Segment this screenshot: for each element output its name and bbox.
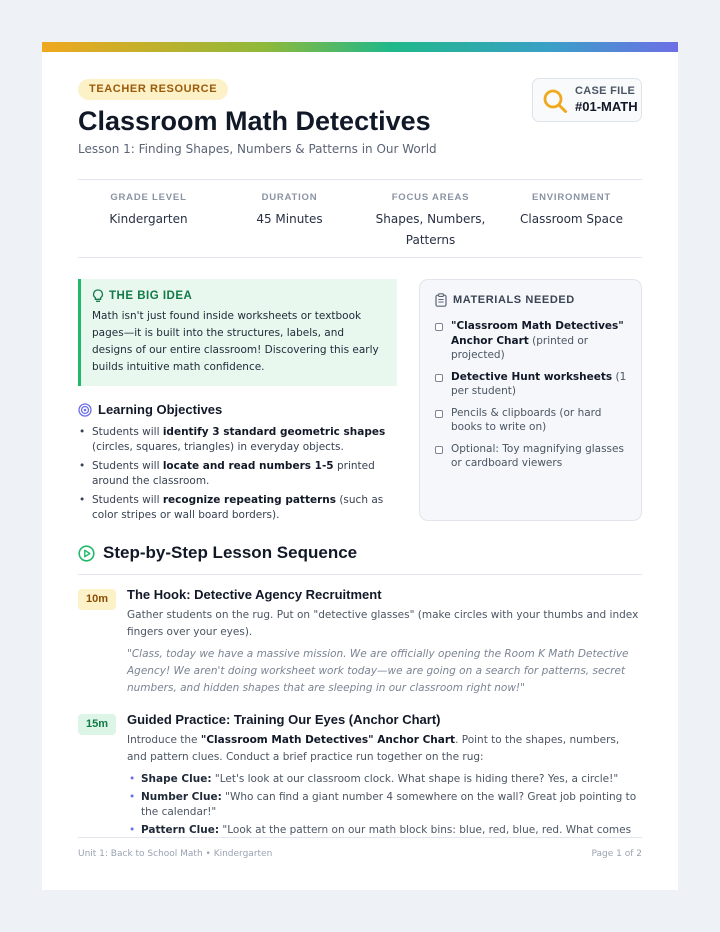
item-checkbox[interactable] xyxy=(435,410,443,418)
case-file-label: CASE FILE xyxy=(575,85,636,97)
objective-bold: locate and read numbers 1-5 xyxy=(162,460,334,472)
materials-heading-text: MATERIALS NEEDED xyxy=(453,294,575,306)
objective-bold: recognize repeating patterns xyxy=(162,494,336,506)
time-badge: 15m xyxy=(78,714,116,735)
clue-label: Shape Clue: xyxy=(141,773,212,785)
objectives-heading-text: Learning Objectives xyxy=(98,402,223,417)
step-body xyxy=(127,712,642,855)
step-text-pre: Introduce the xyxy=(127,734,201,746)
materials-item-text xyxy=(451,319,627,363)
clue-label: Number Clue: xyxy=(141,791,222,803)
page-content xyxy=(78,52,642,890)
clue-item xyxy=(129,772,642,787)
divider xyxy=(78,574,642,575)
objectives-heading xyxy=(78,402,222,417)
clue-text: "Who can find a giant number 4 somewhere on the wall? Great job pointing to the calendar!" xyxy=(141,791,637,818)
meta-label: GRADE LEVEL xyxy=(110,192,187,203)
time-badge: 10m xyxy=(78,589,116,610)
meta-focus-areas xyxy=(360,180,501,257)
clue-item xyxy=(129,790,642,819)
objective-item xyxy=(78,493,400,523)
materials-item xyxy=(435,442,627,471)
objective-post: (such as color stripes or wall board borders). xyxy=(92,494,384,521)
big-idea-callout xyxy=(78,279,397,386)
target-icon xyxy=(78,403,92,417)
meta-grade-level xyxy=(78,180,219,257)
meta-value: Classroom Space xyxy=(520,212,623,226)
case-file-card xyxy=(532,78,642,122)
page-subtitle: Lesson 1: Finding Shapes, Numbers & Patterns in Our World xyxy=(78,142,437,156)
meta-duration xyxy=(219,180,360,257)
objective-item xyxy=(78,459,400,489)
step-text xyxy=(127,732,642,766)
big-idea-text: Math isn't just found inside worksheets or textbook pages—it is built into the structures, labels, and designs of our entire classroom! Discovering this early builds intuitive math confidence. xyxy=(92,310,379,373)
materials-item-bold: "Classroom Math Detectives" Anchor Chart xyxy=(451,320,624,347)
footer-unit: Unit 1: Back to School Math • Kindergarten xyxy=(78,849,273,859)
objective-post: printed around the classroom. xyxy=(92,460,375,487)
objective-post: (circles, squares, triangles) in everyday objects. xyxy=(92,441,344,453)
item-checkbox[interactable] xyxy=(435,374,443,382)
materials-item-text: Optional: Toy magnifying glasses or cardboard viewers xyxy=(451,442,624,469)
materials-item-rest: (1 per student) xyxy=(451,370,627,397)
item-checkbox[interactable] xyxy=(435,446,443,454)
materials-item-bold: Detective Hunt worksheets xyxy=(451,370,613,383)
clue-label: Pattern Clue: xyxy=(141,823,220,836)
objective-pre: Students will xyxy=(92,494,163,506)
materials-card xyxy=(419,279,642,521)
big-idea-heading xyxy=(92,289,387,303)
clue-text: "Let's look at our classroom clock. What shape is hiding there? Yes, a circle!" xyxy=(211,773,619,785)
lesson-meta-row xyxy=(78,179,642,258)
materials-item xyxy=(435,406,627,435)
meta-value: Shapes, Numbers, Patterns xyxy=(375,212,486,247)
step-title: The Hook: Detective Agency Recruitment xyxy=(127,587,382,602)
materials-item xyxy=(435,370,627,399)
meta-value: 45 Minutes xyxy=(256,212,323,226)
lightbulb-icon xyxy=(92,289,104,303)
meta-value: Kindergarten xyxy=(109,212,188,226)
clue-text: "Look at the pattern on our math block bins: blue, red, blue, red. What comes xyxy=(222,823,632,836)
objective-item xyxy=(78,425,400,455)
objective-pre: Students will xyxy=(92,426,163,438)
item-checkbox[interactable] xyxy=(435,323,443,331)
meta-label: ENVIRONMENT xyxy=(532,192,611,203)
step-text-bold: "Classroom Math Detectives" Anchor Chart xyxy=(200,734,456,746)
step-title: Guided Practice: Training Our Eyes (Anchor Chart) xyxy=(127,712,441,727)
clipboard-icon xyxy=(435,293,447,307)
sequence-heading xyxy=(78,543,357,563)
meta-label: DURATION xyxy=(261,192,318,203)
page-title: Classroom Math Detectives xyxy=(78,106,431,136)
teacher-script-quote: "Class, today we have a massive mission. We are officially opening the Room K Math Detective Agency! We aren't doing worksheet work today—we are going on a search for patterns, secret numbers, and hidden shapes that are sleeping in our classroom right now!" xyxy=(127,648,629,694)
gradient-top-bar xyxy=(42,42,678,52)
materials-heading xyxy=(435,293,627,307)
page-footer xyxy=(78,837,642,890)
materials-item-rest: (printed or projected) xyxy=(451,334,589,361)
sequence-heading-text: Step-by-Step Lesson Sequence xyxy=(103,543,358,562)
materials-item-text: Pencils & clipboards (or hard books to write on) xyxy=(451,406,602,433)
objective-pre: Students will xyxy=(92,460,163,472)
step-text: Gather students on the rug. Put on "detective glasses" (make circles with your thumbs and index fingers over your eyes). xyxy=(127,609,639,638)
step-body xyxy=(127,587,642,697)
case-file-number: #01-MATH xyxy=(575,99,638,114)
materials-item xyxy=(435,319,627,363)
big-idea-heading-text: THE BIG IDEA xyxy=(109,290,193,302)
objective-bold: identify 3 standard geometric shapes xyxy=(162,426,386,438)
meta-label: FOCUS AREAS xyxy=(391,192,470,203)
lesson-page xyxy=(42,42,678,890)
materials-list xyxy=(435,319,627,471)
meta-environment xyxy=(501,180,642,257)
footer-page-number: Page 1 of 2 xyxy=(591,849,642,859)
play-circle-icon xyxy=(78,545,95,562)
magnifying-glass-icon xyxy=(542,88,568,114)
step-text-post: . Point to the shapes, numbers, and pattern clues. Conduct a brief practice run together on the rug: xyxy=(127,734,620,763)
objectives-list xyxy=(78,425,400,527)
materials-item-text xyxy=(451,370,627,399)
teacher-resource-badge: TEACHER RESOURCE xyxy=(78,79,228,100)
